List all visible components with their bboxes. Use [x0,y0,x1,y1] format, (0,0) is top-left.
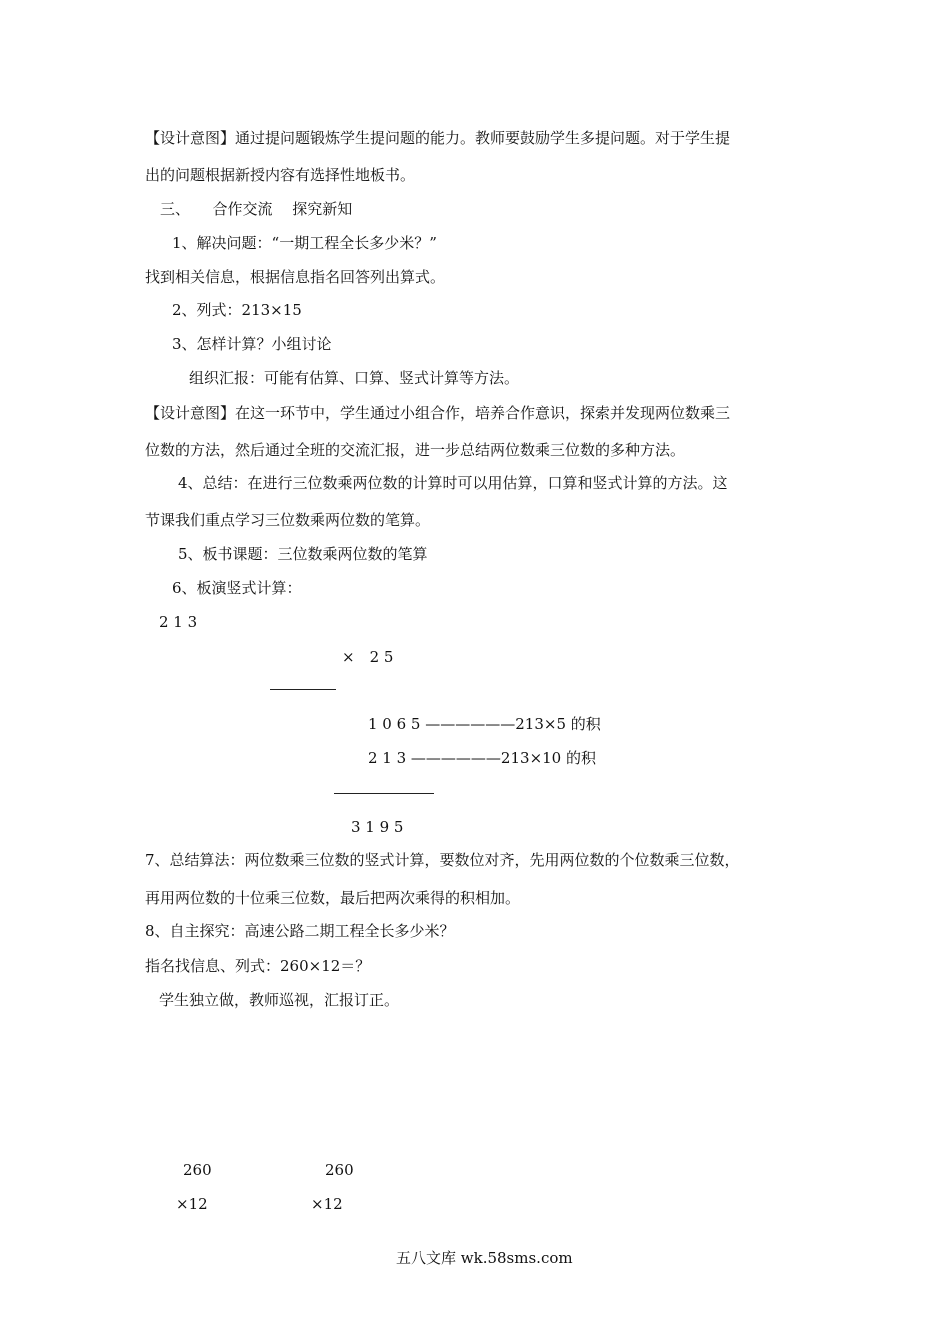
design-intent-2-line-1: 【设计意图】在这一环节中，学生通过小组合作，培养合作意识，探索并发现两位数乘三 [145,404,731,422]
design-intent-1-line-1: 【设计意图】通过提问题锻炼学生提问题的能力。教师要鼓励学生多提问题。对于学生提 [145,129,731,147]
step-7-line-2: 再用两位数的十位乘三位数，最后把两次乘得的积相加。 [145,889,521,907]
calc-result: 3 1 9 5 [351,818,404,836]
step-8-note-2: 学生独立做，教师巡视，汇报订正。 [159,991,400,1009]
calc-underline-2 [334,793,434,794]
calc-multiplier: × 2 5 [342,648,394,666]
step-3-note: 组织汇报：可能有估算、口算、竖式计算等方法。 [189,369,520,387]
calc-partial-product-1: 1 0 6 5 ——————213×5 的积 [368,715,601,733]
step-1-note: 找到相关信息，根据信息指名回答列出算式。 [145,268,446,286]
design-intent-2-line-2: 位数的方法，然后通过全班的交流汇报，进一步总结两位数乘三位数的多种方法。 [145,441,686,459]
calc-partial-product-2: 2 1 3 ——————213×10 的积 [368,749,596,767]
step-8-note: 指名找信息、列式：260×12＝？ [145,957,371,975]
calc2-right-bottom: ×12 [311,1195,343,1213]
step-4-line-2: 节课我们重点学习三位数乘两位数的笔算。 [145,511,431,529]
step-1: 1、解决问题：“一期工程全长多少米？” [172,234,437,252]
step-8: 8、自主探究：高速公路二期工程全长多少米？ [145,922,455,940]
step-2: 2、列式：213×15 [172,301,302,319]
calc2-right-top: 260 [325,1161,354,1179]
step-5: 5、板书课题：三位数乘两位数的笔算 [178,545,428,563]
calc2-left-bottom: ×12 [176,1195,208,1213]
section-title: 三、 合作交流 探究新知 [160,200,353,218]
step-3: 3、怎样计算？小组讨论 [172,335,332,353]
step-4-line-1: 4、总结：在进行三位数乘两位数的计算时可以用估算，口算和竖式计算的方法。这 [178,474,728,492]
step-7-line-1: 7、总结算法：两位数乘三位数的竖式计算，要数位对齐，先用两位数的个位数乘三位数， [145,851,740,869]
design-intent-1-line-2: 出的问题根据新授内容有选择性地板书。 [145,166,416,184]
calc2-left-top: 260 [183,1161,212,1179]
step-6: 6、板演竖式计算： [172,579,302,597]
calc-underline-1 [270,689,336,690]
page-footer: 五八文库 wk.58sms.com [396,1249,573,1267]
calc-multiplicand: 2 1 3 [159,613,198,631]
